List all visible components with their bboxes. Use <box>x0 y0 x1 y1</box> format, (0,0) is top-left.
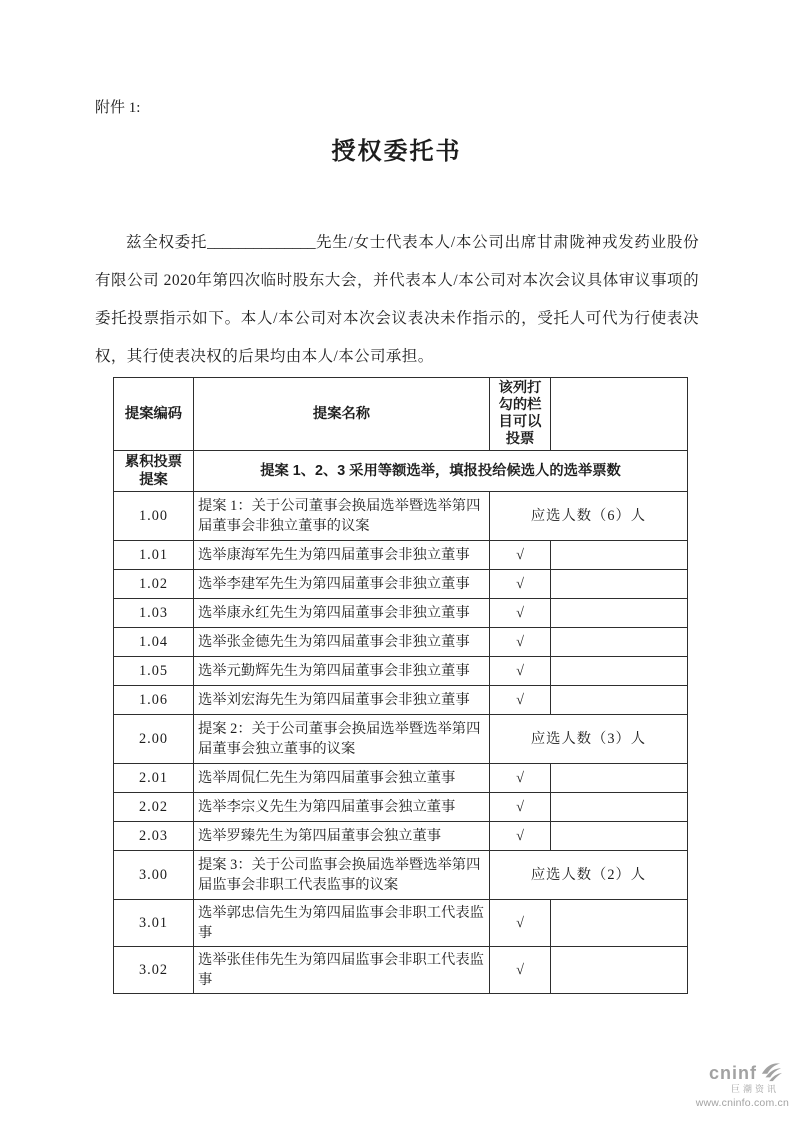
vote-fill-cell <box>551 900 688 947</box>
proposal-name-cell: 选举刘宏海先生为第四届董事会非独立董事 <box>194 686 490 715</box>
proposal-code-cell: 1.00 <box>114 492 194 541</box>
subheader-instruction: 提案 1、2、3 采用等额选举，填报投给候选人的选举票数 <box>194 451 688 492</box>
vote-check-cell: √ <box>490 793 551 822</box>
cninfo-url: www.cninfo.com.cn <box>695 1097 789 1109</box>
proposal-name-cell: 选举罗臻先生为第四届董事会独立董事 <box>194 822 490 851</box>
proposal-code-cell: 2.03 <box>114 822 194 851</box>
authorization-paragraph <box>95 224 699 376</box>
header-proposal-name: 提案名称 <box>194 378 490 451</box>
vote-check-cell: √ <box>490 628 551 657</box>
vote-fill-cell <box>551 947 688 994</box>
vote-fill-cell <box>551 764 688 793</box>
proxy-vote-table <box>113 377 688 994</box>
proposal-code-cell: 1.05 <box>114 657 194 686</box>
table-row <box>114 657 688 686</box>
table-header-row <box>114 378 688 451</box>
proposal-name-cell: 选举周侃仁先生为第四届董事会独立董事 <box>194 764 490 793</box>
proposal-code-cell: 1.06 <box>114 686 194 715</box>
table-row <box>114 851 688 900</box>
table-row <box>114 715 688 764</box>
table-row <box>114 947 688 994</box>
table-row <box>114 900 688 947</box>
header-check-column: 该列打勾的栏目可以投票 <box>490 378 551 451</box>
vote-fill-cell <box>551 570 688 599</box>
table-row <box>114 599 688 628</box>
table-row <box>114 793 688 822</box>
vote-check-cell: √ <box>490 822 551 851</box>
table-row <box>114 764 688 793</box>
proposal-name-cell: 选举康永红先生为第四届董事会非独立董事 <box>194 599 490 628</box>
table-row <box>114 541 688 570</box>
proposal-code-cell: 3.02 <box>114 947 194 994</box>
proposal-code-cell: 1.02 <box>114 570 194 599</box>
proposal-name-cell: 提案 3：关于公司监事会换届选举暨选举第四届监事会非职工代表监事的议案 <box>194 851 490 900</box>
proposal-name-cell: 提案 1：关于公司董事会换届选举暨选举第四届董事会非独立董事的议案 <box>194 492 490 541</box>
proposal-code-cell: 1.01 <box>114 541 194 570</box>
proposal-code-cell: 1.03 <box>114 599 194 628</box>
group-note-cell: 应选人数（6）人 <box>490 492 688 541</box>
group-note-cell: 应选人数（2）人 <box>490 851 688 900</box>
proposal-name-cell: 选举张金德先生为第四届董事会非独立董事 <box>194 628 490 657</box>
vote-check-cell: √ <box>490 570 551 599</box>
table-row <box>114 686 688 715</box>
header-fill-column <box>551 378 688 451</box>
vote-check-cell: √ <box>490 900 551 947</box>
proposal-name-cell: 选举张佳伟先生为第四届监事会非职工代表监事 <box>194 947 490 994</box>
cninfo-swirl-icon <box>759 1060 783 1082</box>
vote-check-cell: √ <box>490 541 551 570</box>
proposal-code-cell: 3.01 <box>114 900 194 947</box>
paragraph-rest: 先生/女士代表本人/本公司出席甘肃陇神戎发药业股份有限公司 2020年第四次临时股东大会，并代表本人/本公司对本次会议具体审议事项的委托投票指示如下。本人/本公司对本次会议表决未作指示的，受托人可代为行使表决权，其行使表决权的后果均由本人/本公司承担。 <box>95 234 699 365</box>
proposal-code-cell: 2.01 <box>114 764 194 793</box>
proposal-code-cell: 3.00 <box>114 851 194 900</box>
header-proposal-code: 提案编码 <box>114 378 194 451</box>
cninfo-watermark <box>639 1060 789 1109</box>
proposal-name-cell: 选举元勤辉先生为第四届董事会非独立董事 <box>194 657 490 686</box>
vote-check-cell: √ <box>490 764 551 793</box>
vote-fill-cell <box>551 657 688 686</box>
subheader-cumulative-label: 累积投票提案 <box>114 451 194 492</box>
proposal-code-cell: 2.00 <box>114 715 194 764</box>
attachment-label: 附件 1: <box>95 100 141 116</box>
proposal-name-cell: 提案 2：关于公司董事会换届选举暨选举第四届董事会独立董事的议案 <box>194 715 490 764</box>
table-row <box>114 492 688 541</box>
vote-fill-cell <box>551 541 688 570</box>
proxy-name-blank: ______________ <box>207 234 316 251</box>
paragraph-lead: 兹全权委托 <box>126 234 208 251</box>
vote-fill-cell <box>551 822 688 851</box>
table-subheader-row <box>114 451 688 492</box>
table-row <box>114 628 688 657</box>
vote-check-cell: √ <box>490 599 551 628</box>
table-row <box>114 822 688 851</box>
proposal-name-cell: 选举康海军先生为第四届董事会非独立董事 <box>194 541 490 570</box>
cninfo-brand-cn: 巨潮资讯 <box>730 1084 779 1094</box>
vote-check-cell: √ <box>490 657 551 686</box>
proposal-code-cell: 2.02 <box>114 793 194 822</box>
proposal-name-cell: 选举李建军先生为第四届董事会非独立董事 <box>194 570 490 599</box>
vote-fill-cell <box>551 628 688 657</box>
vote-check-cell: √ <box>490 947 551 994</box>
proposal-name-cell: 选举郭忠信先生为第四届监事会非职工代表监事 <box>194 900 490 947</box>
proposal-code-cell: 1.04 <box>114 628 194 657</box>
group-note-cell: 应选人数（3）人 <box>490 715 688 764</box>
vote-check-cell: √ <box>490 686 551 715</box>
cninfo-brand: cninf <box>709 1063 757 1083</box>
vote-fill-cell <box>551 686 688 715</box>
proposal-name-cell: 选举李宗义先生为第四届董事会独立董事 <box>194 793 490 822</box>
doc-title: 授权委托书 <box>331 138 462 165</box>
table-row <box>114 570 688 599</box>
vote-fill-cell <box>551 599 688 628</box>
vote-fill-cell <box>551 793 688 822</box>
